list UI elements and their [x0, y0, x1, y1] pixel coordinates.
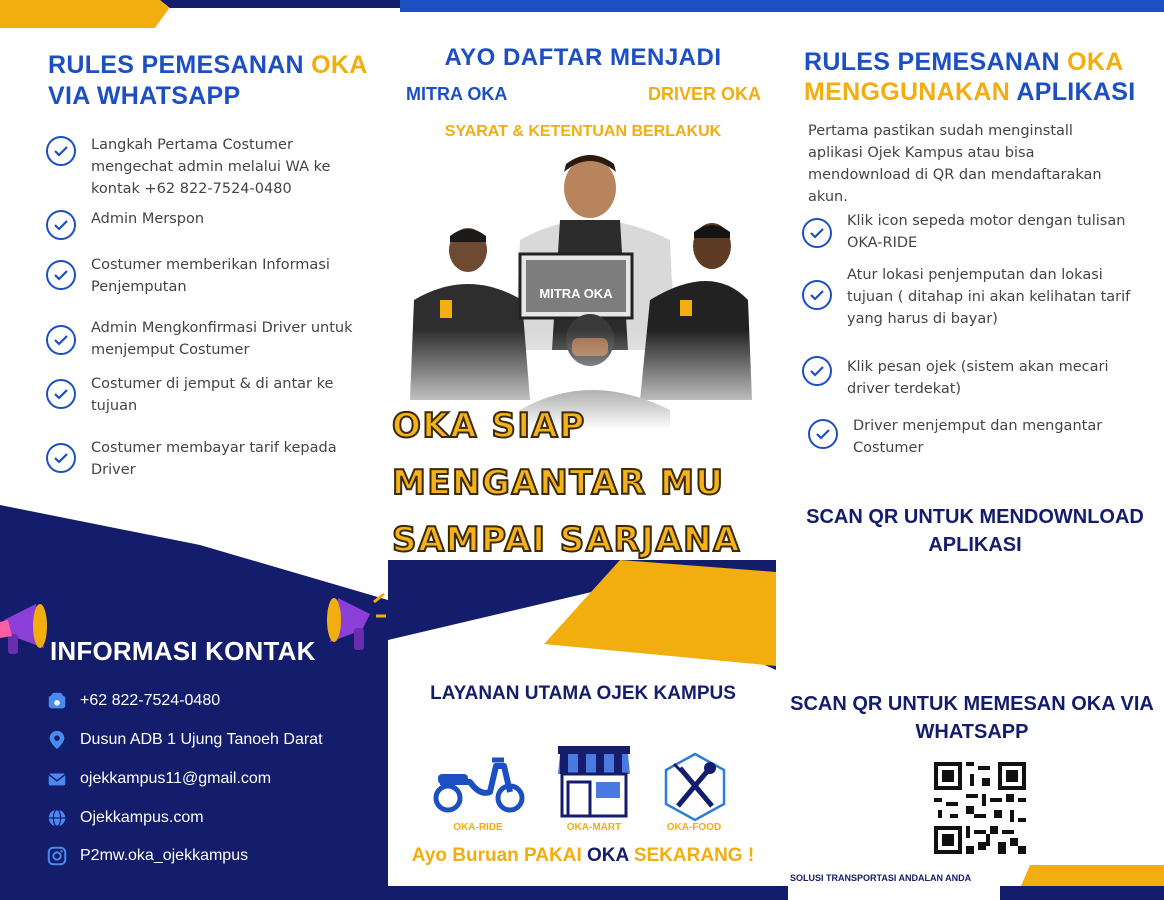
service-label: OKA-RIDE: [453, 822, 503, 833]
contact-instagram[interactable]: P2mw.oka_ojekkampus: [46, 845, 248, 867]
check-circle-icon: [802, 356, 832, 386]
left-step: Langkah Pertama Costumer mengechat admin melalui WA ke kontak +62 822-7524-0480: [46, 134, 376, 200]
right-title: RULES PEMESANAN OKA MENGGUNAKAN APLIKASI: [804, 48, 1136, 106]
left-step: Admin Mengkonfirmasi Driver untuk menjemput Costumer: [46, 317, 376, 361]
contact-email[interactable]: ojekkampus11@gmail.com: [46, 768, 271, 790]
right-step: Klik icon sepeda motor dengan tulisan OKA-RIDE: [802, 210, 1132, 254]
mitra-label: MITRA OKA: [406, 84, 508, 104]
slogan: OKA SIAP MENGANTAR MU SAMPAI SARJANA: [392, 406, 741, 560]
app-intro: Pertama pastikan sudah menginstall aplikasi Ojek Kampus atau bisa mendownload di QR dan mendaftarakan akun.: [808, 123, 1102, 205]
megaphone-icon: [310, 588, 386, 664]
drivers-photo: [400, 150, 770, 430]
qr-code[interactable]: [934, 762, 1026, 854]
globe-icon: [46, 807, 68, 829]
food-icon[interactable]: [660, 752, 730, 822]
scan-wa-text: SCAN QR UNTUK MEMESAN OKA VIA WHATSAPP: [790, 693, 1154, 743]
driver-label: DRIVER OKA: [648, 84, 762, 104]
left-title: RULES PEMESANAN OKA VIA WHATSAPP: [48, 51, 368, 110]
location-pin-icon: [46, 729, 68, 751]
tagline: SOLUSI TRANSPORTASI ANDALAN ANDA: [790, 873, 972, 883]
contact-website[interactable]: Ojekkampus.com: [46, 807, 204, 829]
contact-phone[interactable]: +62 822-7524-0480: [46, 690, 220, 712]
check-circle-icon: [46, 136, 76, 166]
check-circle-icon: [46, 443, 76, 473]
check-circle-icon: [46, 379, 76, 409]
phone-icon: [46, 690, 68, 712]
check-circle-icon: [46, 210, 76, 240]
cta-text: Ayo Buruan PAKAI OKA SEKARANG !: [411, 845, 755, 866]
service-label: OKA-FOOD: [666, 822, 722, 833]
contact-address: Dusun ADB 1 Ujung Tanoeh Darat: [46, 729, 323, 751]
right-step: Driver menjemput dan mengantar Costumer: [808, 415, 1132, 459]
check-circle-icon: [808, 419, 838, 449]
mail-icon: [46, 768, 68, 790]
check-circle-icon: [46, 260, 76, 290]
services-title: LAYANAN UTAMA OJEK KAMPUS: [430, 683, 736, 704]
service-label: OKA-MART: [566, 822, 622, 833]
scan-app-text: SCAN QR UNTUK MENDOWNLOAD APLIKASI: [806, 506, 1144, 556]
left-step: Costumer memberikan Informasi Penjemputan: [46, 254, 376, 298]
mitra-sign-text: MITRA OKA: [539, 286, 613, 301]
shop-icon[interactable]: [556, 744, 632, 820]
right-step: Atur lokasi penjemputan dan lokasi tujuan ( ditahap ini akan kelihatan tarif yang harus di bayar): [802, 264, 1132, 330]
motorcycle-icon[interactable]: [430, 752, 526, 816]
check-circle-icon: [46, 325, 76, 355]
left-step: Costumer di jemput & di antar ke tujuan: [46, 373, 376, 417]
left-step: Admin Merspon: [46, 208, 376, 240]
terms-label: SYARAT & KETENTUAN BERLAKUK: [444, 123, 722, 140]
left-step: Costumer membayar tarif kepada Driver: [46, 437, 376, 481]
instagram-icon: [46, 845, 68, 867]
right-step: Klik pesan ojek (sistem akan mecari driver terdekat): [802, 356, 1132, 400]
check-circle-icon: [802, 218, 832, 248]
recruit-title: AYO DAFTAR MENJADI: [444, 44, 722, 71]
contact-title: INFORMASI KONTAK: [50, 636, 316, 666]
check-circle-icon: [802, 280, 832, 310]
